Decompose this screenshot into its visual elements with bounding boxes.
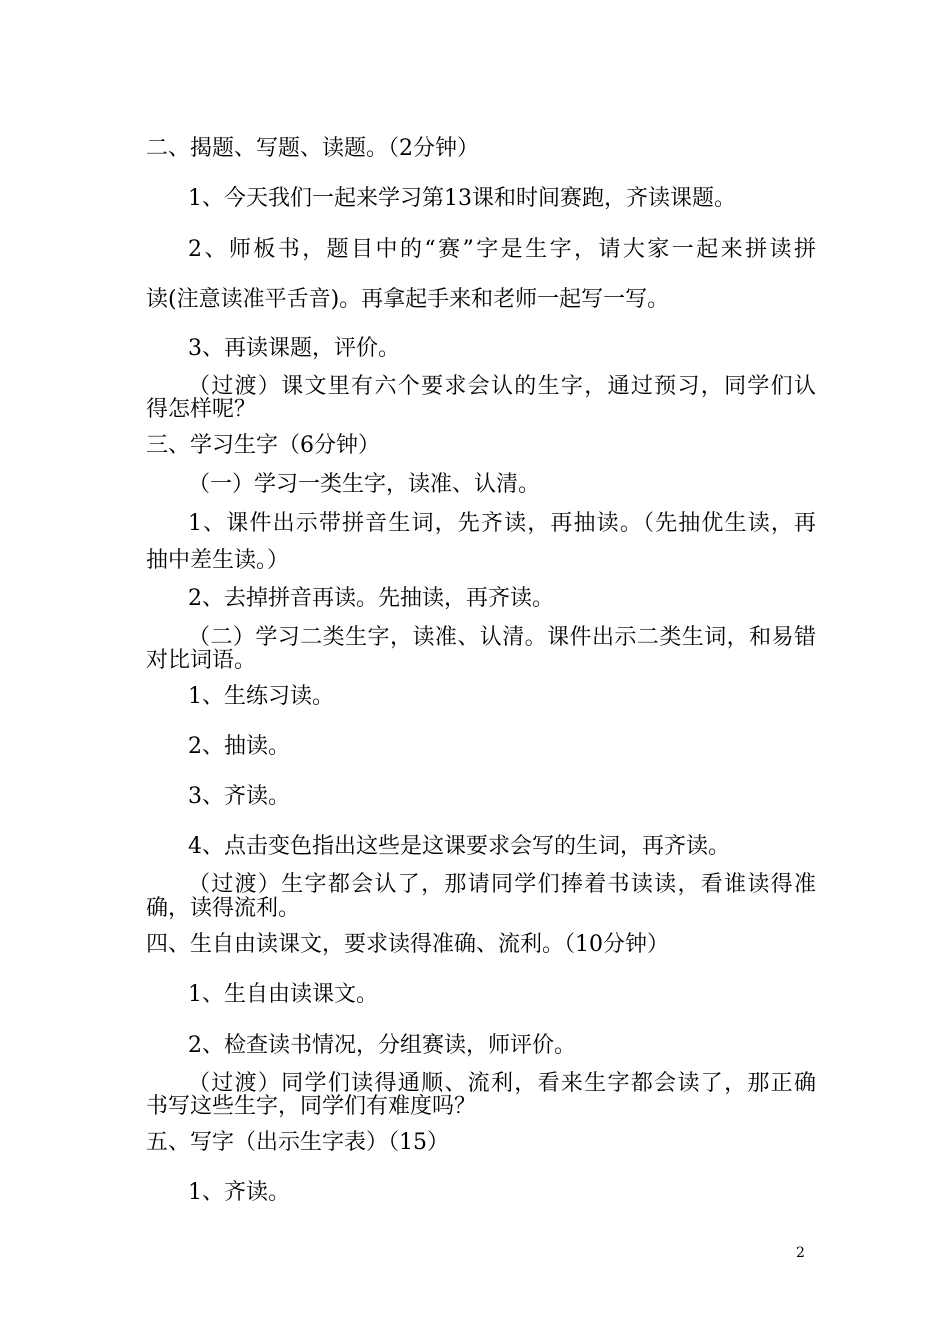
page-number: 2 [796, 1245, 805, 1261]
paragraph-line: 书写这些生字，同学们有难度吗？ [146, 1094, 477, 1119]
paragraph-line: 1、今天我们一起来学习第13课和时间赛跑，齐读课题。 [188, 186, 736, 211]
paragraph-line: 1、齐读。 [188, 1180, 290, 1205]
paragraph-line: 1、课件出示带拼音生词，先齐读，再抽读。（先抽优生读，再 [188, 511, 816, 536]
paragraph-line: 1、生练习读。 [188, 684, 334, 709]
paragraph-line: 3、齐读。 [188, 784, 290, 809]
paragraph-line: 1、生自由读课文。 [188, 982, 378, 1007]
section-heading-2: 二、揭题、写题、读题。（2分钟） [146, 136, 479, 161]
paragraph-line: 对比词语。 [146, 648, 257, 673]
subheading: （一）学习一类生字，读准、认清。 [188, 472, 541, 497]
paragraph-line: 4、点击变色指出这些是这课要求会写的生词，再齐读。 [188, 834, 730, 859]
paragraph-line: 确，读得流利。 [146, 896, 301, 921]
paragraph-line: 2、抽读。 [188, 734, 290, 759]
paragraph-line: 2、检查读书情况，分组赛读，师评价。 [188, 1033, 576, 1058]
paragraph-line: 2、去掉拼音再读。先抽读，再齐读。 [188, 586, 554, 611]
section-heading-3: 三、学习生字（6分钟） [146, 433, 380, 458]
paragraph-line: 得怎样呢？ [146, 397, 257, 422]
paragraph-line: 抽中差生读。） [146, 548, 290, 573]
paragraph-line: （过渡）课文里有六个要求会认的生字，通过预习，同学们认 [188, 374, 816, 399]
paragraph-line: （过渡）同学们读得通顺、流利，看来生字都会读了，那正确 [188, 1071, 816, 1096]
paragraph-line: 读(注意读准平舌音)。再拿起手来和老师一起写一写。 [146, 287, 670, 312]
subheading: （二）学习二类生字，读准、认清。课件出示二类生词，和易错 [188, 625, 816, 650]
section-heading-4: 四、生自由读课文，要求读得准确、流利。（10分钟） [146, 932, 669, 957]
paragraph-line: 3、再读课题，评价。 [188, 336, 400, 361]
paragraph-line: （过渡）生字都会认了，那请同学们捧着书读读，看谁读得准 [188, 872, 816, 897]
paragraph-line: 2、师板书，题目中的“赛”字是生字，请大家一起来拼读拼 [188, 237, 816, 262]
section-heading-5: 五、写字（出示生字表）（15） [146, 1130, 449, 1155]
